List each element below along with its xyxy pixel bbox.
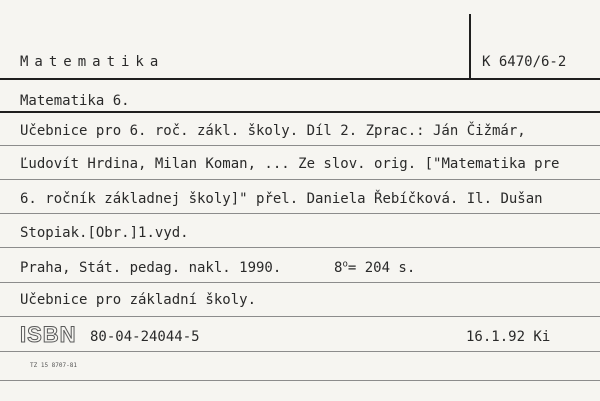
imprint: Praha, Stát. pedag. nakl. 1990. xyxy=(20,260,282,276)
description-line-3: 6. ročník základnej školy]" přel. Daniela Řebíčková. Il. Dušan xyxy=(20,191,543,207)
subject-heading: Matematika xyxy=(20,54,165,70)
series-note: Učebnice pro základní školy. xyxy=(20,292,257,308)
description-line-4: Stopiak.[Obr.]1.vyd. xyxy=(20,225,189,241)
format-extent: $8^o= 204$ s. xyxy=(334,259,416,276)
ruled-line xyxy=(0,247,600,248)
ruled-line xyxy=(0,316,600,317)
catalog-date: 16.1.92 Ki xyxy=(466,329,551,345)
title-rule xyxy=(0,111,600,113)
header-divider xyxy=(469,14,471,78)
ruled-line xyxy=(0,351,600,352)
ruled-line xyxy=(0,145,600,146)
ruled-line xyxy=(0,282,600,283)
title: Matematika 6. xyxy=(20,93,130,109)
description-line-1: Učebnice pro 6. roč. zákl. školy. Díl 2. Zprac.: Ján Čižmár, xyxy=(20,123,526,139)
printer-mark: TZ 15 8707-81 xyxy=(30,362,77,369)
isbn-logo: ISBN xyxy=(20,322,77,347)
ruled-line xyxy=(0,213,600,214)
header-rule xyxy=(0,78,600,80)
ruled-line xyxy=(0,380,600,381)
isbn-number: 80-04-24044-5 xyxy=(90,329,200,345)
description-line-2: Ľudovít Hrdina, Milan Koman, ... Ze slov. orig. ["Matematika pre xyxy=(20,156,560,172)
ruled-line xyxy=(0,179,600,180)
call-number: K 6470/6-2 xyxy=(482,54,567,70)
